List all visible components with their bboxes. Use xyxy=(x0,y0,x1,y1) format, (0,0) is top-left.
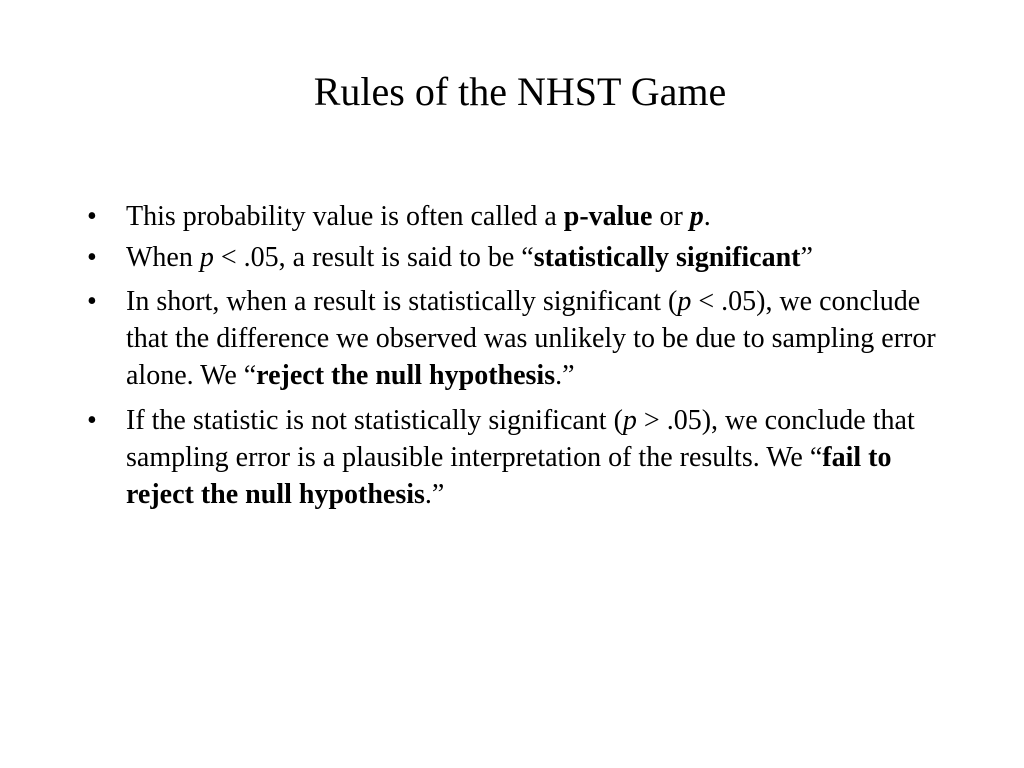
bullet-list xyxy=(87,198,947,517)
bullet-item-reject-null: • In short, when a result is statistically significant (p < .05), we conclude that the difference we observed was unlikely to be due to sampling error alone. We “reject the null hypothesis.” xyxy=(87,283,947,394)
bullet-item-fail-to-reject-null: • If the statistic is not statistically significant (p > .05), we conclude that sampling error is a plausible interpretation of the results. We “fail to reject the null hypothesis.” xyxy=(87,402,947,513)
bullet-icon: • xyxy=(87,405,97,436)
bullet-item-significance-definition: • When p < .05, a result is said to be “statistically significant” xyxy=(87,239,947,276)
bullet-item-p-value: • This probability value is often called a p-value or p. xyxy=(87,198,947,235)
bullet-icon: • xyxy=(87,201,97,232)
bullet-icon: • xyxy=(87,286,97,317)
bullet-icon: • xyxy=(87,242,97,273)
slide-title: Rules of the NHST Game xyxy=(313,69,727,114)
